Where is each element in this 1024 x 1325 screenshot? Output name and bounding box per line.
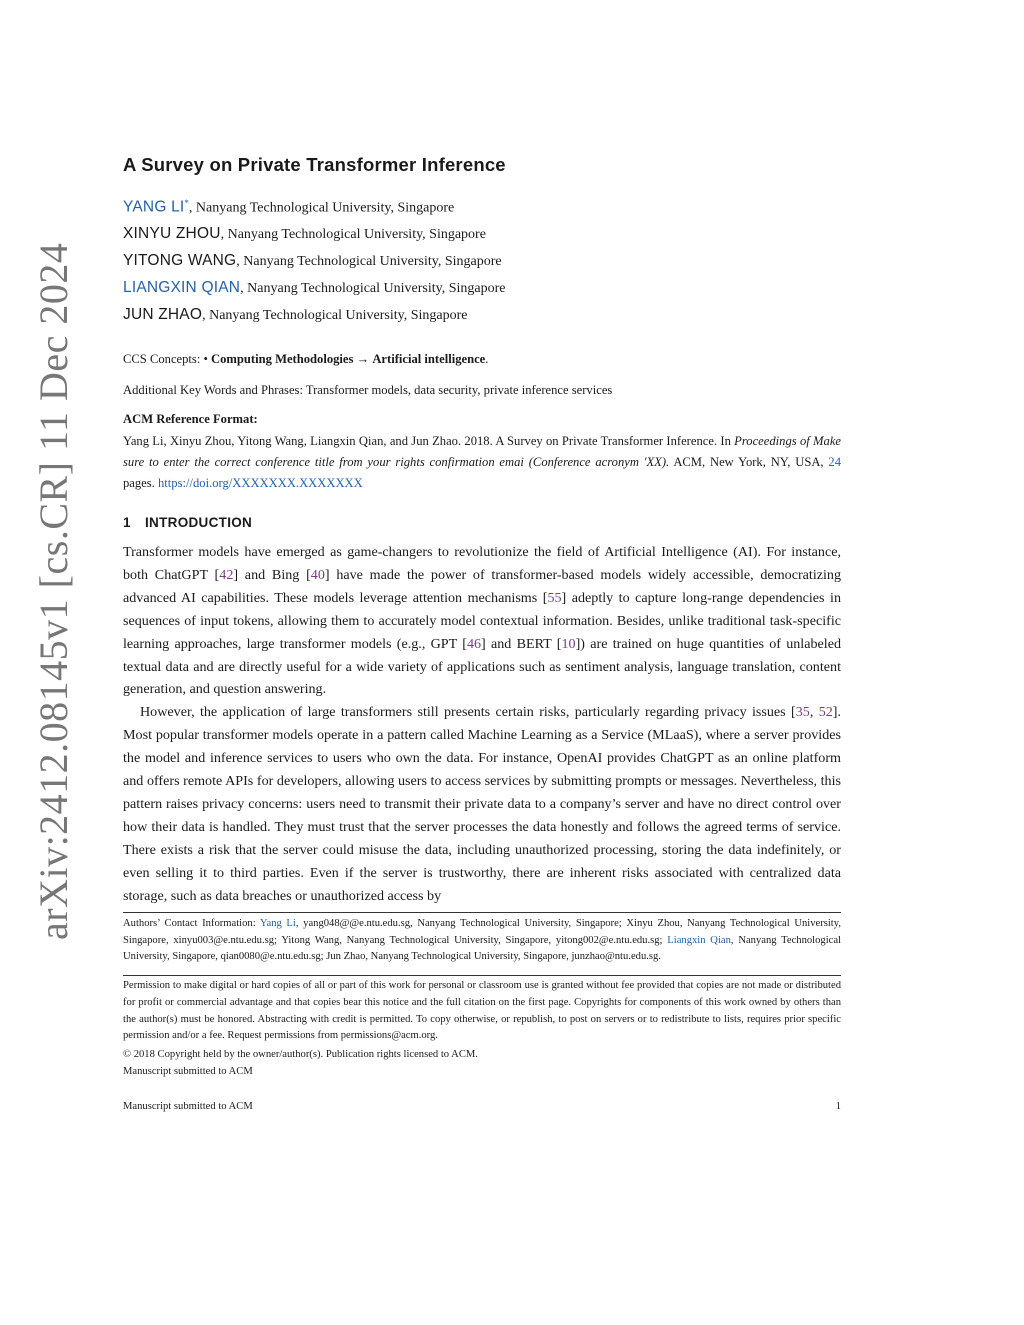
text-run: ] and BERT [ bbox=[481, 635, 562, 652]
citation-link[interactable]: 42 bbox=[219, 566, 234, 583]
author-line bbox=[123, 279, 506, 297]
paragraph bbox=[123, 541, 841, 701]
keywords: Additional Key Words and Phrases: Transformer models, data security, private inference services bbox=[123, 383, 613, 397]
text-run: , yang048@@e.ntu.edu.sg, Nanyang Technological University, Singapore; Xinyu Zhou, Nanyang Technological University, Singapore, xinyu003@e.ntu.edu.sg; Yitong Wang, Nanyang Technological University, Singapore, yitong002@e.ntu.edu.sg; bbox=[123, 918, 842, 946]
author-affiliation: , Nanyang Technological University, Singapore bbox=[240, 281, 506, 296]
text-run: ] have made the power of transformer-based models widely accessible, democratizing advanced AI capabilities. These models leverage attention mechanisms [ bbox=[123, 566, 842, 606]
author-name-link[interactable]: LIANGXIN QIAN bbox=[123, 279, 241, 296]
author-name-link[interactable]: YANG LI bbox=[123, 198, 185, 216]
author-line bbox=[123, 306, 467, 324]
author-affiliation: , Nanyang Technological University, Singapore bbox=[236, 254, 502, 269]
arxiv-identifier-stamp: arXiv:2412.08145v1 [cs.CR] 11 Dec 2024 bbox=[31, 242, 76, 940]
author-line bbox=[123, 252, 502, 270]
paragraph bbox=[123, 701, 841, 907]
author-name: XINYU ZHOU bbox=[123, 225, 221, 242]
doi-link[interactable]: https://doi.org/XXXXXXX.XXXXXXX bbox=[157, 476, 363, 490]
author-affiliation: , Nanyang Technological University, Singapore bbox=[188, 200, 455, 216]
author-name: JUN ZHAO bbox=[123, 306, 203, 323]
ccs-concepts bbox=[123, 352, 488, 367]
ccs-subconcept: Artificial intelligence bbox=[372, 352, 486, 366]
author-name: YITONG WANG bbox=[123, 252, 237, 269]
contact-author-link[interactable]: Liangxin Qian bbox=[667, 934, 731, 946]
acm-reference-heading: ACM Reference Format: bbox=[123, 412, 258, 426]
ccs-concept: Computing Methodologies bbox=[211, 352, 354, 366]
text-run: , bbox=[809, 704, 819, 721]
contact-author-link[interactable]: Yang Li bbox=[259, 918, 296, 929]
copyright-line: © 2018 Copyright held by the owner/author(s). Publication rights licensed to ACM. bbox=[123, 1049, 478, 1060]
copyright-block bbox=[123, 1047, 478, 1080]
permission-notice: Permission to make digital or hard copies of all or part of this work for personal or classroom use is granted without fee provided that copies are not made or distributed for profit or commercial advantage and that copies bear this notice and the full citation on the first page. Copyrights for components of this work owned by others than the author(s) must be honored. Abstracting with credit is permitted. To copy otherwise, or republish, to post on servers or to redistribute to lists, requires prior specific permission and/or a fee. Request permissions from permissions@acm.org. bbox=[123, 980, 841, 1042]
ccs-arrow: → bbox=[353, 352, 373, 366]
footnote-divider bbox=[123, 975, 841, 976]
author-line bbox=[123, 225, 486, 243]
text-run: , Nanyang Technological University, Singapore, qian0080@e.ntu.edu.sg; Jun Zhao, Nanyang Technological University, Singapore, junzhao@ntu.edu.sg. bbox=[123, 934, 842, 962]
ccs-label: CCS Concepts: • bbox=[123, 352, 212, 366]
text-run: However, the application of large transformers still presents certain risks, particularly regarding privacy issues [ bbox=[140, 704, 796, 721]
text-run: ]) are trained on huge quantities of unlabeled textual data and are directly useful for a wide variety of applications such as sentiment analysis, language translation, content generation, and question answering. bbox=[123, 635, 841, 698]
text-run: Transformer models have emerged as game-changers to revolutionize the field of Artificial Intelligence (AI). For instance, both ChatGPT [ bbox=[123, 544, 841, 583]
paper-title: A Survey on Private Transformer Inference bbox=[123, 154, 506, 175]
reference-pages-link[interactable]: 24 bbox=[828, 455, 841, 469]
author-line bbox=[123, 198, 454, 217]
citation-link[interactable]: 52 bbox=[818, 704, 833, 721]
text-run: ] adeptly to capture long-range dependencies in sequences of input tokens, allowing them to accurately model contextual information. Besides, unlike traditional task-specific learning approaches, large transformer models (e.g., GPT [ bbox=[123, 589, 841, 652]
reference-authors: Yang Li, Xinyu Zhou, Yitong Wang, Liangxin Qian, and Jun Zhao. 2018. A Survey on Private Transformer Inference. In bbox=[123, 434, 735, 448]
citation-link[interactable]: 46 bbox=[466, 635, 482, 652]
reference-pages-label: pages. bbox=[123, 476, 158, 490]
section-heading bbox=[123, 515, 252, 530]
author-affiliation: , Nanyang Technological University, Singapore bbox=[202, 308, 468, 323]
manuscript-note: Manuscript submitted to ACM bbox=[123, 1065, 253, 1077]
contact-label: Authors’ Contact Information: bbox=[123, 918, 260, 929]
text-run: ] and Bing [ bbox=[233, 566, 311, 583]
corresponding-marker: * bbox=[184, 198, 189, 208]
page-footer-left: Manuscript submitted to ACM bbox=[123, 1101, 253, 1112]
section-body bbox=[123, 541, 841, 908]
reference-venue: Proceedings of Make sure to enter the correct conference title from your rights confirmation emai (Conference acronym 'XX). bbox=[123, 434, 842, 469]
author-affiliation: , Nanyang Technological University, Singapore bbox=[220, 227, 486, 242]
citation-link[interactable]: 35 bbox=[795, 704, 810, 721]
ccs-end: . bbox=[485, 352, 489, 366]
reference-publisher: ACM, New York, NY, USA, bbox=[669, 455, 829, 469]
page-number: 1 bbox=[835, 1101, 841, 1112]
section-number: 1 bbox=[123, 515, 131, 530]
acm-reference-text bbox=[123, 431, 841, 494]
citation-link[interactable]: 10 bbox=[561, 635, 576, 652]
section-title: INTRODUCTION bbox=[145, 515, 253, 530]
text-run: ]. Most popular transformer models operate in a pattern called Machine Learning as a Service (MLaaS), where a server provides the model and inference services to users who own the data. For instance, OpenAI provides ChatGPT as an online platform and offers remote APIs for developers, allowing users to access services by submitting prompts or messages. Nevertheless, this pattern raises privacy concerns: users need to transmit their private data to a company’s server and have no direct control over how their data is handled. They must trust that the server processes the data honestly and follows the agreed terms of service. There exists a risk that the server could misuse the data, including unauthorized processing, storing the data indefinitely, or even selling it to third parties. Even if the server is trustworthy, there are inherent risks associated with centralized data storage, such as data breaches or unauthorized access by bbox=[123, 704, 842, 904]
citation-link[interactable]: 40 bbox=[310, 566, 325, 583]
footnote-divider bbox=[123, 912, 841, 913]
authors-contact-information bbox=[123, 916, 841, 966]
citation-link[interactable]: 55 bbox=[547, 589, 562, 606]
